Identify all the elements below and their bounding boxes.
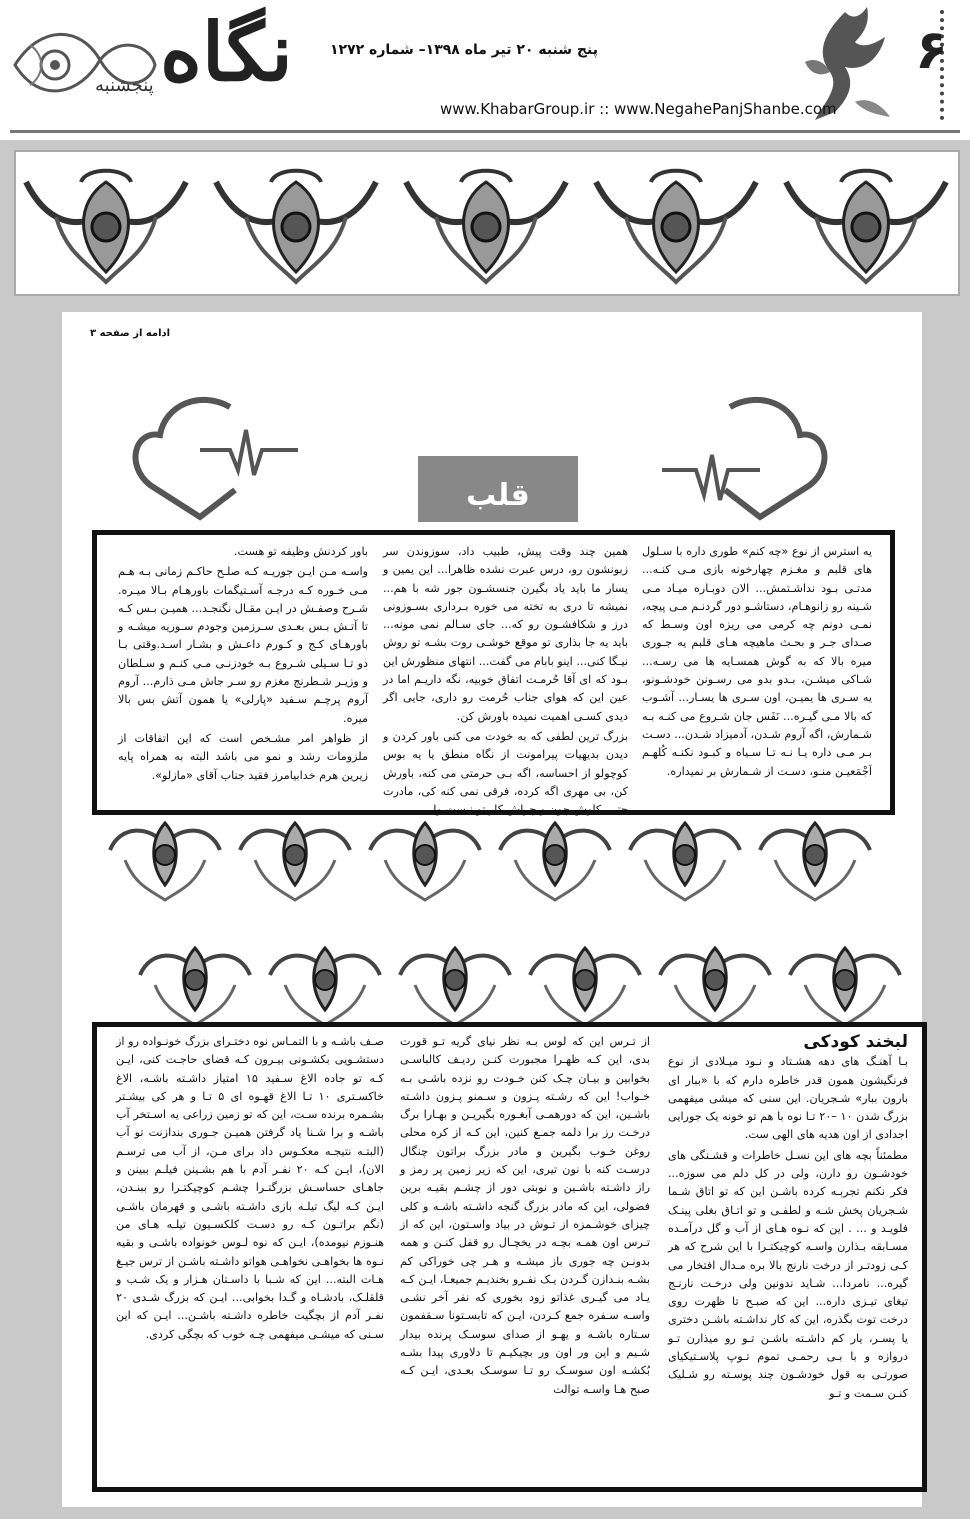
article-heart-box <box>92 530 895 815</box>
paragraph: یه استرس از نوع «چه کنم» طوری داره با سـلول های قلبم و مغـزم چهارخونه بازی مـی کنـه... مدتـی بـود نداشـتمش... الان دوبـاره میـاد مـی شـینه رو زانوهـام، دستاشـو دور گردنـم مـی پیچه، نمـی دونم چه کرمی می ریزه اون وسـط که صـدای جـر و بحـث ماهیچه هـای قلبم یه جـوری میره بالا که به گوش همسـایه ها می رسـه... شـاکی میشـن، بـدو بدو می رسـونن خودشـونو، یه سـری ها یمیـن، اون سـری ها یسـار... آشـوب که بالا مـی گیـره... نَفَس جان شـروع می کنـه بـه شـمارش، اگه آروم شـدن، آدمیزاد شـدن... دسـت بـر مـی داره یـا نـه تـا سـیاه و کبـود نکنـه کُلهـم اَجْمَعیـن منـو، دسـت از شـمارش بر نمیداره. <box>642 545 872 778</box>
continued-note: ادامه از صفحه ۳ <box>90 328 171 339</box>
floral-divider-top-icon <box>100 815 900 905</box>
ornament-band <box>14 150 960 296</box>
floral-corner-icon <box>10 15 160 115</box>
logo-subtitle: پنجشنبه <box>95 75 154 96</box>
paragraph: باور کردنش وظیفه تو هست. <box>233 545 368 558</box>
paragraph: بزرگ ترین لطفی که به خودت می کنی باور کردن و دیدن بدیهیات پیرامونت از نگاه منطق یا یه بوس کوچولو از احساسه، اگه بـی حرمتی می کنه، باورش کن، بی مهری اگه کرده، فرقی نمی کنه کی، مادرت حتی، کاوش چون و چراش کار تو نیست ولی <box>383 729 628 817</box>
paragraph: از ظواهر امر مشـخص است که این اتفاقات از ملزومات رشد و نمو می باشد البته به همراه پایه زیرین هرم خدابیامرز فقید جناب آقای «مازلو». <box>118 731 368 782</box>
issue-date: پنج شنبه ۲۰ تیر ماه ۱۳۹۸– شماره ۱۲۷۲ <box>330 42 598 58</box>
arabesque-pattern-icon <box>16 152 958 294</box>
masthead-logo <box>10 5 330 125</box>
paragraph: بـا آهنـگ های دهه هشـتاد و نـود میـلادی از نوع فرنگیشون همون قدر خاطره دارم که با «ببار ای بارون ببار» شـجریان. این سنی که میشی میفهمی بزرگ شدن ۱۰ –۲۰ تـا نوه با هم تو خونه یک جورایی اجدادی از اون هدیه های الهی ست. <box>668 1055 909 1142</box>
header-divider <box>10 130 960 133</box>
website-links[interactable]: www.KhabarGroup.ir :: www.NegahePanjShanbe.com <box>440 100 837 118</box>
paragraph: همین چند وقت پیش، طبیب داد، سوزوندن سر زبونشون رو، درس عبرت نشده ظاهرا... این یمین و یسار ما باید یاد بگیرن جنسشـون جور شه با هم... نمیشه تا دری به تخته می خوره بـرداری بسـوزونی درز و شکافشـون رو که... جای سـالم نمی مونه... باید یه جا بذاری تو موقع خوشـی روت بشـه تو روش نیـگا کنی... اینو بابام می گفت... انتهای منظورش این بـود که ای آقا حُرمـت اتفاق خوبیه، نگه داریـم اما در عین این که هوای جناب حُرمت رو داری، جایی اگر دیدی کسـی اهمیت نمیده باورش کن. <box>383 545 628 723</box>
article1-col-left <box>118 543 368 803</box>
logo-wordmark: نگاه <box>160 5 293 99</box>
article1-col-right <box>642 543 872 803</box>
paragraph: واسـه مـن ایـن جوریـه کـه صلـح حاکـم زمانی بـه هـم مـی خـوره کـه درجـه آسـتیگمات باورهـام بـالا میـره. شـرح وصفـش در ایـن مقـال نگنجـد... همیـن بـس کـه تا آتـش بـس بعـدی سـرزمین وجودم سـوریه میشـه و باورهـای کـج و کـورم داعـش و بشـار اسـد.وقتی بـا دو تـا سـیلی شـروع بـه خودزنـی مـی کنـم و سـلطان و وزیـر شـطرنج مغزم رو سـر جاش مـی ذارم... آروم آروم پرچـم سـفید «پارلی» یا همون آتش بس بالا میره. <box>118 565 368 725</box>
paragraph: از تـرس این که لوس بـه نظر نیای گریه تـو قورت بدی، این کـه ظهـرا مجبورت کنـن ردیـف کالباسـی بخوابین و بیـان چـک کنن خـودت رو نزده باشـی بـه خـواب! این که رشـته پـزون و سـمنو پـزون داشـته باشـین، این که دورهمـی آبغـوره بگیریـن و بهـارا برگ درخـت رز برا دلمه جمـع کنین، این کـه از کره محلی روغن خـوب بگیرین و مادر بزرگ براتون چنگال درسـت کنه با نون تیری، این که زیر زمین پر رمز و راز داشـته باشـین و نوبتی دور از چشـم بقیـه برین فضولی، این که مادر بزرگ گنجه داشـته باشـه و کلی چیزای خوشـمزه از تـوش در بیاد واسـتون، این که از تـرس اون همـه بچـه در یخچـال رو قفل کنـن و همه بدونـن چه جوری باز میشـه و هـر چی خوراکی کم بشـه بنـدازن گـردن یـک نفـرو بخندیـم جمیعـا، ایـن کـه یـاد می گیـری غذاتو زود بخوری که نفر آخر نشـی واسـه سـفره جمع کـردن، ایـن که تابسـتونا سـقفمون سـتاره باشـه و یهـو از صدای سوسـک پرنده بیدار شـیم و این ور اون ور بچیکیـم تا دلاوری پیدا بشـه بُکشـه اون سوسـک رو تـا سوسـک بعـدی، ایـن کـه صبح هـا واسـه توالت <box>400 1035 650 1396</box>
page-number: ۶ <box>915 18 948 81</box>
article2-title: لبخند کودکی <box>803 1032 908 1052</box>
page-header <box>0 0 970 140</box>
article2-col-right <box>668 1033 908 1478</box>
heartbeat-right-icon <box>660 395 830 525</box>
heartbeat-left-icon <box>130 395 300 525</box>
article1-col-middle <box>383 543 628 817</box>
floral-divider-bottom-icon <box>130 940 930 1030</box>
article2-col-left <box>116 1033 384 1478</box>
paragraph: مطمئناً بچه های این نسـل خاطرات و قشـنگی های خودشـون رو دارن، ولی در کل دلم می سوزه... فکر نکنم تجربـه کرده باشـن این که تو اتاق شـما شـجریان پخش شـه و لطفـی و تو اتـاق بغلی پینـک فلویـد و ... . این که نـوه هـای از آب و گل درآمـده مسـابقه بـذارن واسـه کوچیکتـرا با این شرح که هر کـی زودتـر از درخت نارنج بالا بره مـدال افتخار می گیره... نامردا... شـاید ندونین ولی درخـت نارنـج تیغای تیـزی داره... این که صبـح تا ظهرت روی درخت توت بگذره، این که کار نداشـته باشـن دختری یا پسـر، یار کم داشـته باشـن تـو رو میذارن تـو دروازه و با بـی رحمـی تموم تـوپ پلاسـتیکیای صورتـی به قول خودشـون چند پوسـته رو شـلیک کنـن سـمت و تـو <box>668 1148 908 1400</box>
paragraph: صـف باشـه و با التمـاس نوه دختـرای بزرگ خونـواده رو از دستشـویی بکشـونی بیـرون کـه قضای حاجـت کنی، ایـن کـه تو جاده الاغ سـفید ۱۵ امتیاز داشـته باشـه، الاغ خاکسـتری ۱۰ تـا الاغ قهـوه ای ۵ تـا و هر کی بیشـتر بشـمره برنده سـت، این که تو زمین زراعی یه اسـتخر آب باشـه و برا شـنا یاد گرفتن همیـن جـوری بندازنت تو آب (البتـه نتیجـه معکـوس داد برای مـن، از آب می ترسـم الان)، ایـن کـه ۲۰ نفـر آدم با هم بشـینن فیلـم ببینن و جاهـای حساسـش بزرگتـرا چشـم کوچیکتـرا رو ببنـدن، ایـن کـه لیگ تیلـه بازی داشـته باشـی و قهرمان باشـی (نگم براتـون کـه رو دسـت کلکسـیون تیلـه هـای من هنـوزم نیومده)، ایـن که نوه لـوس خونواده باشـی و بقیه نـوه ها بخواهـی نخواهـی هواتو داشـته باشـن از ترس جیـغ هـات البته... این که شـبا با داسـتان هـزار و یک شـب و قلقلـک، بادشـاه و گـدا بخوابی... ایـن که بزرگ شـدی ۲۰ نفـر آدم از بچگیت خاطره داشـته باشـن... ایـن که این سـنی که میشـی میفهمی چـه خوب که بچگی کردی. <box>116 1035 385 1341</box>
section-title: قلب <box>418 456 578 522</box>
article-childhood-box <box>92 1022 927 1492</box>
article2-col-middle <box>400 1033 650 1478</box>
